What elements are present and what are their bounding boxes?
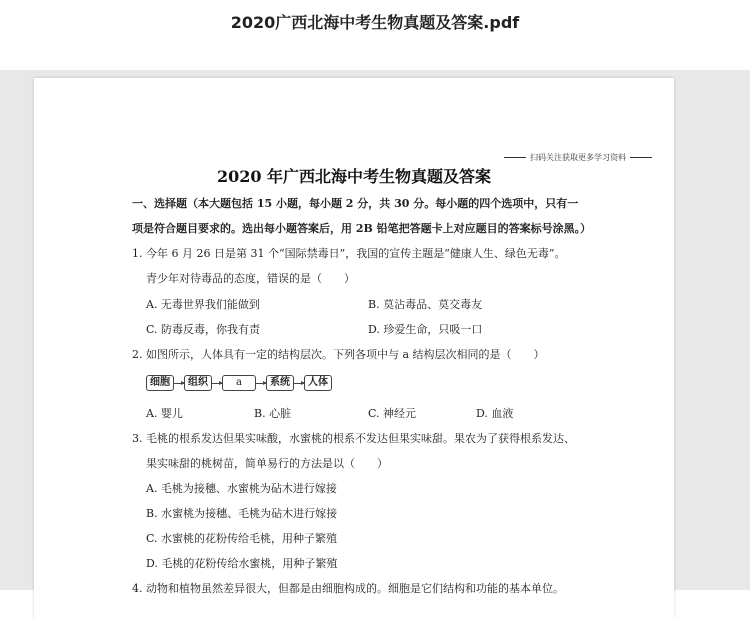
question-2-option-c: C. 神经元: [368, 407, 417, 420]
question-3-option-a: A. 毛桃为接穗、水蜜桃为砧木进行嫁接: [146, 482, 337, 495]
level-box-system: 系统: [266, 375, 294, 391]
section-heading-line2: 项是符合题目要求的。选出每小题答案后，用 2B 铅笔把答题卡上对应题目的答案标号涂黑。）: [132, 222, 592, 235]
arrow-right-icon: [256, 383, 266, 384]
level-box-cell: 细胞: [146, 375, 174, 391]
question-1-stem-line1: 1. 今年 6 月 26 日是第 31 个“国际禁毒日”，我国的宣传主题是“健康人生、绿色无毒”。: [132, 247, 566, 260]
question-2-stem: 2. 如图所示，人体具有一定的结构层次。下列各项中与 a 结构层次相同的是（ ）: [132, 348, 545, 361]
level-box-tissue: 组织: [184, 375, 212, 391]
arrow-right-icon: [294, 383, 304, 384]
question-3-option-b: B. 水蜜桃为接穗、毛桃为砧木进行嫁接: [146, 507, 338, 520]
document-title: 2020 年广西北海中考生物真题及答案: [216, 167, 492, 186]
question-1-option-d: D. 珍爱生命，只吸一口: [368, 323, 483, 336]
level-box-a: a: [222, 375, 256, 391]
scan-note-rule-left: [504, 157, 526, 158]
level-box-human: 人体: [304, 375, 332, 391]
structure-level-diagram: [146, 374, 332, 392]
file-title: 2020广西北海中考生物真题及答案.pdf: [230, 13, 520, 32]
question-3-stem-line2: 果实味甜的桃树苗，简单易行的方法是以（ ）: [146, 457, 388, 470]
question-3-option-c: C. 水蜜桃的花粉传给毛桃，用种子繁殖: [146, 532, 338, 545]
question-2-option-d: D. 血液: [476, 407, 514, 420]
question-1-stem-line2: 青少年对待毒品的态度，错误的是（ ）: [146, 272, 355, 285]
question-1-option-a: A. 无毒世界我们能做到: [146, 298, 260, 311]
question-1-option-c: C. 防毒反毒，你我有责: [146, 323, 261, 336]
question-2-option-a: A. 婴儿: [146, 407, 183, 420]
question-4-stem-line1: 4. 动物和植物虽然差异很大，但都是由细胞构成的。细胞是它们结构和功能的基本单位。: [132, 582, 564, 595]
document-viewer[interactable]: [0, 70, 750, 595]
question-3-stem-line1: 3. 毛桃的根系发达但果实味酸，水蜜桃的根系不发达但果实味甜。果农为了获得根系发达、: [132, 432, 575, 445]
scan-note-rule-right: [630, 157, 652, 158]
question-1-option-b: B. 莫沾毒品、莫交毒友: [368, 298, 483, 311]
question-3-option-d: D. 毛桃的花粉传给水蜜桃，用种子繁殖: [146, 557, 338, 570]
question-2-option-b: B. 心脏: [254, 407, 292, 420]
arrow-right-icon: [174, 383, 184, 384]
viewer-header: [0, 0, 750, 70]
scan-note-text: 扫码关注获取更多学习资料: [530, 153, 626, 162]
section-heading-line1: 一、选择题（本大题包括 15 小题，每小题 2 分，共 30 分。每小题的四个选项中，只有一: [132, 197, 579, 210]
scan-note: [500, 152, 656, 163]
arrow-right-icon: [212, 383, 222, 384]
pdf-page: [34, 78, 674, 618]
